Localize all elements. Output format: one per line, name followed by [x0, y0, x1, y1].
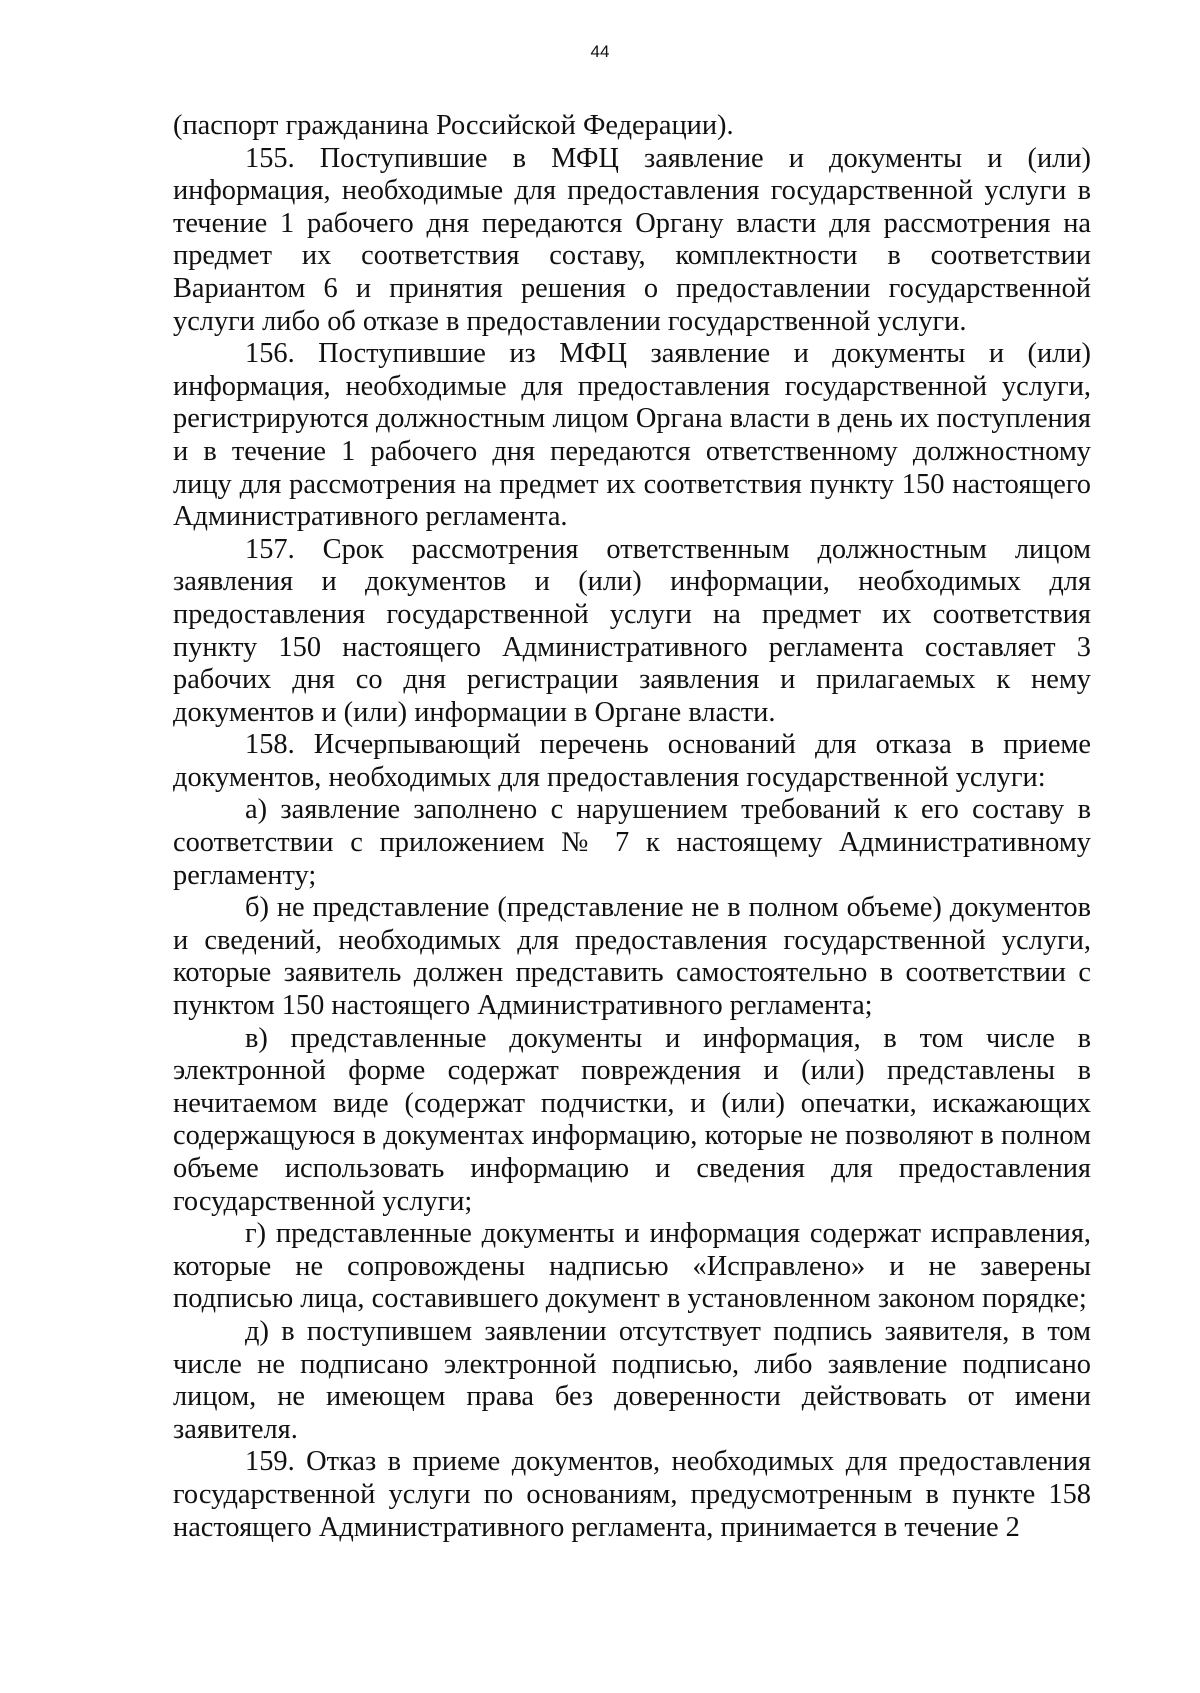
- paragraph-passport: (паспорт гражданина Российской Федерации).: [173, 110, 734, 141]
- list-item-158-b: б) не представление (представление не в полном объеме) документов и сведений, необходимых для предоставления государственной услуги, которые заявитель должен представить самостоятельно в соответствии с пунктом 150 настоящего Административного регламента;: [173, 892, 1091, 1022]
- paragraph-158: 158. Исчерпывающий перечень оснований для отказа в приеме документов, необходимых для предоставления государственной услуги:: [173, 729, 1091, 793]
- paragraph-156: 156. Поступившие из МФЦ заявление и документы и (или) информация, необходимые для предоставления государственной услуги, регистрируются должностным лицом Органа власти в день их поступления и в течение 1 рабочего дня передаются ответственному должностному лицу для рассмотрения на предмет их соответствия пункту 150 настоящего Административного регламента.: [173, 338, 1091, 533]
- list-item-158-v: в) представленные документы и информация, в том числе в электронной форме содержат повреждения и (или) представлены в нечитаемом виде (содержат подчистки, и (или) опечатки, искажающих содержащуюся в документах информацию, которые не позволяют в полном объеме использовать информацию и сведения для предоставления государственной услуги;: [173, 1022, 1091, 1217]
- list-item-158-g: г) представленные документы и информация содержат исправления, которые не сопровождены надписью «Исправлено» и не заверены подписью лица, составившего документ в установленном законом порядке;: [173, 1218, 1091, 1315]
- list-item-158-d: д) в поступившем заявлении отсутствует подпись заявителя, в том числе не подписано электронной подписью, либо заявление подписано лицом, не имеющем права без доверенности действовать от имени заявителя.: [173, 1315, 1091, 1445]
- paragraph-159: 159. Отказ в приеме документов, необходимых для предоставления государственной услуги по основаниям, предусмотренным в пункте 158 настоящего Административного регламента, принимается в течение 2: [173, 1446, 1091, 1543]
- paragraph-155: 155. Поступившие в МФЦ заявление и документы и (или) информация, необходимые для предоставления государственной услуги в течение 1 рабочего дня передаются Органу власти для рассмотрения на предмет их соответствия составу, комплектности в соответствии Вариантом 6 и принятия решения о предоставлении государственной услуги либо об отказе в предоставлении государственной услуги.: [173, 142, 1091, 337]
- page-number: 44: [590, 42, 610, 61]
- paragraph-157: 157. Срок рассмотрения ответственным должностным лицом заявления и документов и (или) информации, необходимых для предоставления государственной услуги на предмет их соответствия пункту 150 настоящего Административного регламента составляет 3 рабочих дня со дня регистрации заявления и прилагаемых к нему документов и (или) информации в Органе власти.: [173, 533, 1091, 728]
- list-item-158-a: а) заявление заполнено с нарушением требований к его составу в соответствии с приложением № 7 к настоящему Административному регламенту;: [173, 794, 1091, 891]
- document-body: [173, 110, 1091, 1544]
